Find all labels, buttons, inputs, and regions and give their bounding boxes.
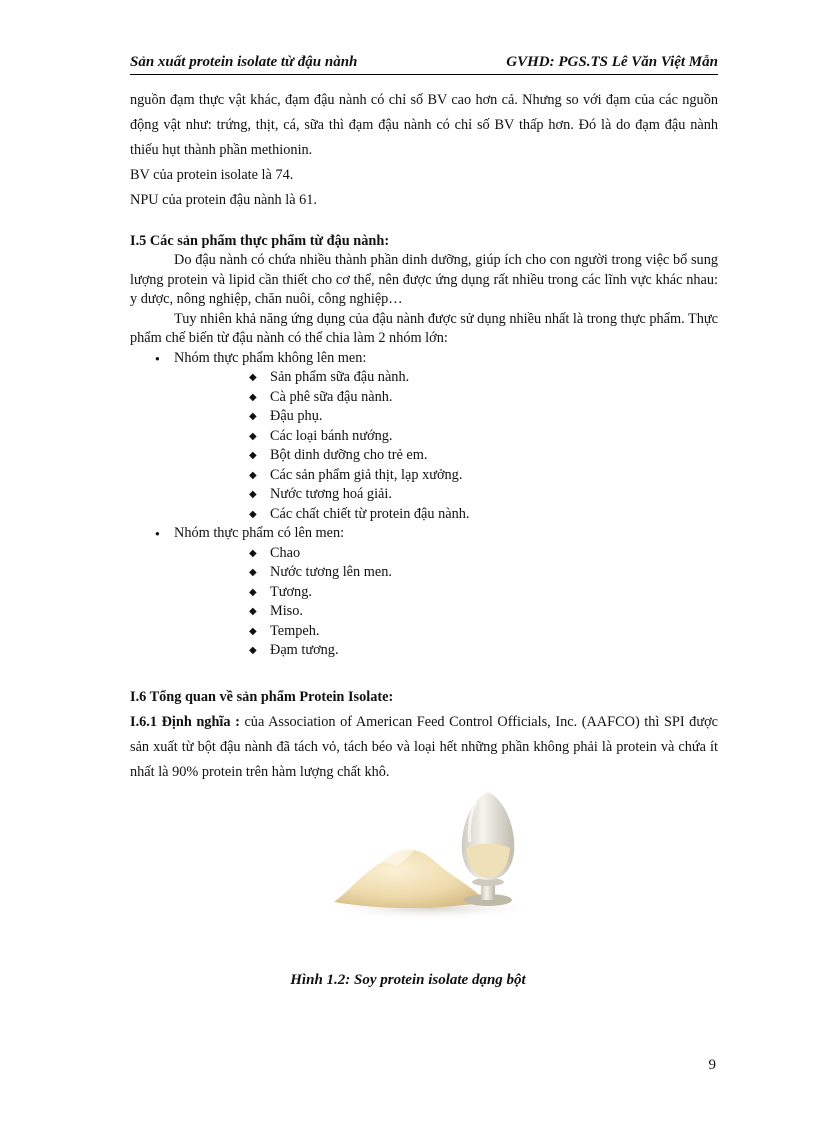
section-1-5-paragraph-1: Do đậu nành có chứa nhiều thành phần dinh dưỡng, giúp ích cho con người trong việc bổ sung lượng protein và lipid cần thiết cho cơ thể, nên được ứng dụng rất nhiều trong các lĩnh vực khác nhau: y dược, nông nghiệp, chăn nuôi, công nghiệp… xyxy=(130,252,718,307)
soy-protein-powder-image xyxy=(320,790,550,920)
fermented-items xyxy=(174,544,718,661)
header-title: Sản xuất protein isolate từ đậu nành xyxy=(130,54,358,70)
section-1-5-paragraph-2: Tuy nhiên khả năng ứng dụng của đậu nành được sử dụng nhiều nhất là trong thực phẩm. Thực phẩm chế biến từ đậu nành có thể chia làm 2 nhóm lớn: xyxy=(130,310,718,346)
list-item: ◆ Chao xyxy=(174,544,718,564)
list-item: ◆ Các sản phẩm giả thịt, lạp xưởng. xyxy=(174,466,718,486)
list-item: ◆ Các chất chiết từ protein đậu nành. xyxy=(174,505,718,525)
list-item: ◆ Tempeh. xyxy=(174,622,718,642)
list-item: ◆ Sản phẩm sữa đậu nành. xyxy=(174,368,718,388)
list-item: ◆ Các loại bánh nướng. xyxy=(174,427,718,447)
list-item: ◆ Đậu phụ. xyxy=(174,407,718,427)
definition-label: I.6.1 Định nghĩa : xyxy=(130,713,240,730)
food-group-title: Nhóm thực phẩm có lên men: xyxy=(174,525,345,541)
npu-paragraph: NPU của protein đậu nành là 61. xyxy=(130,192,318,208)
bv-paragraph: BV của protein isolate là 74. xyxy=(130,167,294,183)
food-group-fermented xyxy=(130,524,718,661)
page-number: 9 xyxy=(708,1057,716,1073)
intro-paragraph: nguồn đạm thực vật khác, đạm đậu nành có chỉ số BV cao hơn cả. Nhưng so với đạm của các nguồn động vật như: trứng, thịt, cá, sữa thì đạm đậu nành có chỉ số BV thấp hơn. Đó là do đạm đậu nành thiếu hụt thành phần methionin. xyxy=(130,92,718,158)
list-item: ◆ Đạm tương. xyxy=(174,641,718,661)
figure-caption: Hình 1.2: Soy protein isolate dạng bột xyxy=(290,972,526,988)
header-advisor: GVHD: PGS.TS Lê Văn Việt Mẫn xyxy=(506,54,718,70)
list-item: ◆ Tương. xyxy=(174,583,718,603)
powder-illustration xyxy=(320,790,550,920)
definition-paragraph xyxy=(130,710,718,785)
list-item: ◆ Nước tương hoá giải. xyxy=(174,485,718,505)
food-group-non-fermented xyxy=(130,349,718,525)
definition-text: của Association of American Feed Control Officials, Inc. (AAFCO) thì SPI được sản xuất từ bột đậu nành đã tách vỏ, tách béo và loại hết những phần không phải là protein và chứa ít nhất là 90% protein trên hàm lượng chất khô. xyxy=(130,713,718,780)
list-item: ◆ Miso. xyxy=(174,602,718,622)
page-content xyxy=(130,88,718,785)
section-heading-1-6: I.6 Tổng quan về sản phẩm Protein Isolate: xyxy=(130,688,394,705)
page-header xyxy=(130,52,718,75)
food-groups-list xyxy=(130,349,718,661)
non-fermented-items xyxy=(174,368,718,524)
food-group-title: Nhóm thực phẩm không lên men: xyxy=(174,349,367,366)
section-heading-1-5: I.5 Các sản phẩm thực phẩm từ đậu nành: xyxy=(130,233,390,249)
list-item: ◆ Bột dinh dưỡng cho trẻ em. xyxy=(174,446,718,466)
list-item: ◆ Nước tương lên men. xyxy=(174,563,718,583)
list-item: ◆ Cà phê sữa đậu nành. xyxy=(174,388,718,408)
